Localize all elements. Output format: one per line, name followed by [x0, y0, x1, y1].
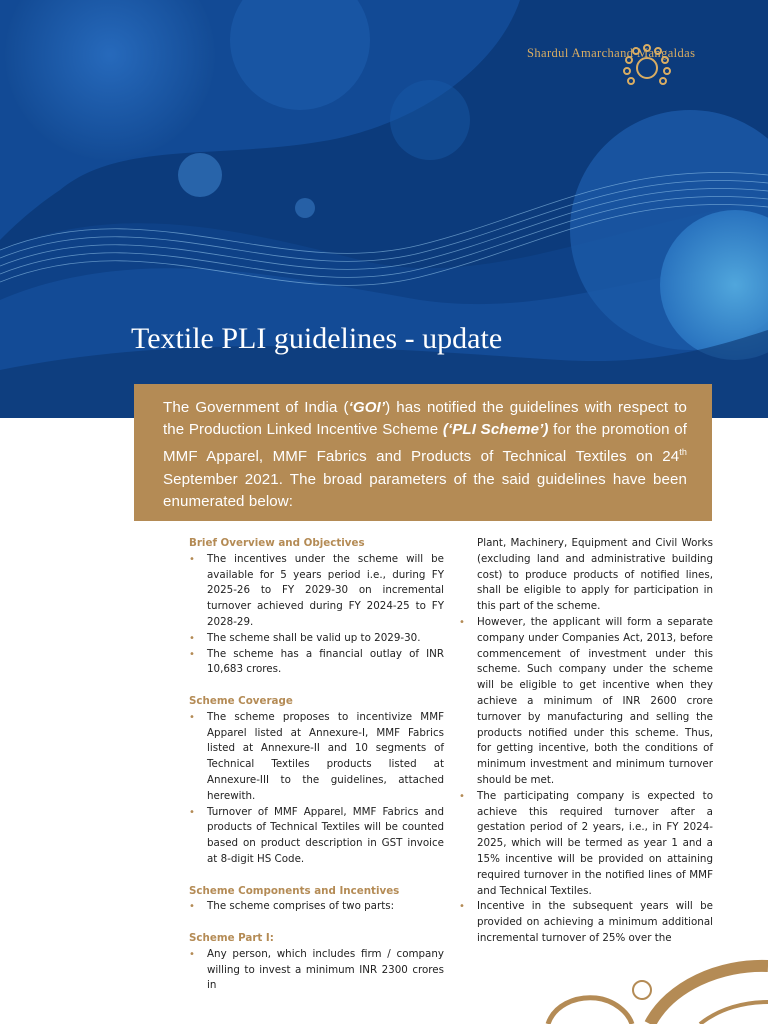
intro-text-2: ) has notified the guidelines with respect to the Production Linked Incentive Scheme	[163, 399, 687, 439]
section-heading-overview: Brief Overview and Objectives	[189, 537, 365, 549]
list-item: • However, the applicant will form a separate company under Companies Act, 2013, before commencement of investment under this scheme. Such company under the scheme will be eligible to get incentive when they achieve a minimum of INR 2600 crore turnover by manufacturing and selling the products notified under this scheme. Thus, for getting incentive, both the conditions of minimum investment and minimum turnover should be met.	[459, 615, 713, 789]
page-title: Textile PLI guidelines - update	[131, 322, 503, 355]
list-item: • The participating company is expected to achieve this required turnover after a gestation period of 2 years, i.e., in FY 2024-2025, which will be termed as year 1 and a 15% incentive will be provided on attaining required turnover in the notified lines of MMF and Technical Textiles.	[459, 789, 713, 900]
list-item: • The scheme shall be valid up to 2029-30.	[189, 631, 444, 647]
part1-list	[189, 947, 444, 994]
intro-text-3: for the promotion of MMF Apparel, MMF Fabrics and Products of Technical Textiles on 24	[163, 421, 687, 466]
coverage-list	[189, 710, 444, 868]
intro-box	[134, 384, 712, 521]
list-item: • The scheme proposes to incentivize MMF Apparel listed at Annexure-I, MMF Fabrics listed at Annexure-II and 10 segments of Technical Textiles products listed at Annexure-III to the guidelines, attached herewith.	[189, 710, 444, 805]
pli-term: (‘PLI Scheme’)	[442, 421, 549, 439]
list-item: • The incentives under the scheme will be available for 5 years period i.e., during FY 2025-26 to FY 2029-30 on incremental turnover achieved during FY 2024-25 to FY 2028-29.	[189, 552, 444, 631]
continued-paragraph: Plant, Machinery, Equipment and Civil Works (excluding land and administrative building cost) to produce products of notified lines, shall be eligible to apply for participation in this part of the scheme.	[477, 537, 713, 613]
intro-text-1: The Government of India (	[163, 399, 349, 416]
overview-list	[189, 552, 444, 678]
firm-logo	[520, 42, 730, 61]
firm-name: Shardul Amarchand Mangaldas	[527, 46, 696, 60]
ordinal-suffix: th	[679, 447, 687, 458]
goi-term: ‘GOI’	[348, 399, 386, 416]
decorative-corner-rings	[540, 950, 768, 1024]
right-column	[459, 536, 713, 947]
part1-continued-list	[459, 615, 713, 947]
list-item: • Turnover of MMF Apparel, MMF Fabrics and products of Technical Textiles will be counted based on product description in GST invoice at 8-digit HS Code.	[189, 805, 444, 868]
list-item: • Any person, which includes firm / company willing to invest a minimum INR 2300 crores in	[189, 947, 444, 994]
sun-circle-logo-icon	[622, 42, 672, 88]
intro-text-4: September 2021. The broad parameters of the said guidelines have been enumerated below:	[163, 470, 687, 510]
list-item: • The scheme comprises of two parts:	[189, 899, 444, 915]
list-item: • The scheme has a financial outlay of INR 10,683 crores.	[189, 647, 444, 679]
section-heading-part-1: Scheme Part I:	[189, 931, 274, 944]
hero-banner	[0, 0, 768, 418]
components-list	[189, 899, 444, 915]
left-column	[189, 536, 444, 994]
list-item: • Incentive in the subsequent years will be provided on achieving a minimum additional incremental turnover of 25% over the	[459, 899, 713, 946]
section-heading-coverage: Scheme Coverage	[189, 694, 293, 707]
intro-paragraph	[163, 397, 687, 513]
section-heading-components: Scheme Components and Incentives	[189, 884, 400, 897]
